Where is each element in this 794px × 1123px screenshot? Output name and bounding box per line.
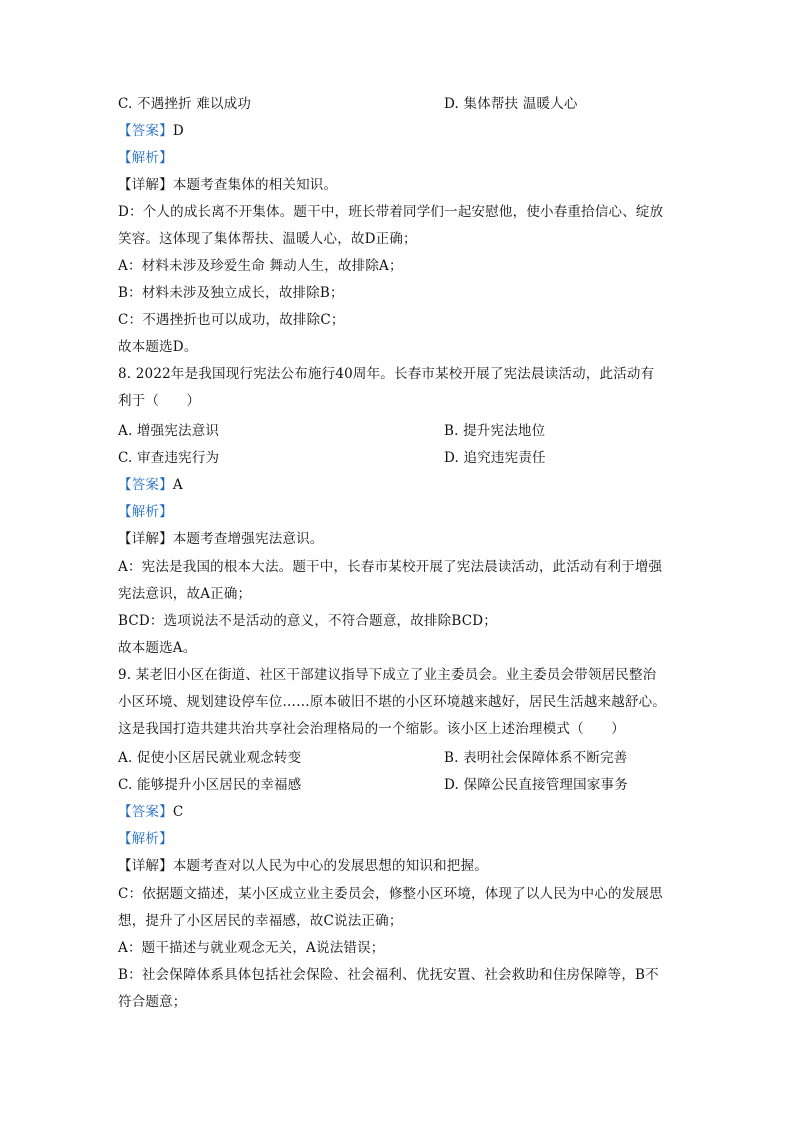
answer-value: A <box>172 477 183 493</box>
q9-option-b: B. 表明社会保障体系不断完善 <box>444 750 628 766</box>
q7-explanation-line: D：个人的成长离不开集体。题干中，班长带着同学们一起安慰他，使小春重拾信心、绽放 <box>118 204 664 220</box>
answer-tag: 【答案】 <box>118 123 173 139</box>
q7-option-d: D. 集体帮扶 温暖人心 <box>444 96 578 112</box>
q8-answer <box>118 474 678 496</box>
detail-text: 本题考查对以人民为中心的发展思想的知识和把握。 <box>172 858 488 874</box>
q8-stem-line: 8. 2022年是我国现行宪法公布施行40周年。长春市某校开展了宪法晨读活动，此活动有 <box>118 366 655 382</box>
q8-explanation-line: 故本题选A。 <box>118 640 197 656</box>
detail-tag: 【详解】 <box>118 177 173 193</box>
q9-option-c: C. 能够提升小区居民的幸福感 <box>118 777 302 793</box>
q9-explanation-line: A：题干描述与就业观念无关，A说法错误； <box>118 940 385 956</box>
detail-tag: 【详解】 <box>118 531 173 547</box>
q9-explanation-line: C：依据题文描述，某小区成立业主委员会，修整小区环境，体现了以人民为中心的发展思 <box>118 886 663 902</box>
q7-answer <box>118 120 678 142</box>
q7-analysis-tag <box>118 147 678 169</box>
detail-text: 本题考查增强宪法意识。 <box>172 531 324 547</box>
answer-value: C <box>172 804 184 820</box>
q9-explanation-line: 想，提升了小区居民的幸福感，故C说法正确； <box>118 913 403 929</box>
q7-explanation-line: A：材料未涉及珍爱生命 舞动人生，故排除A； <box>118 258 403 274</box>
q9-option-d: D. 保障公民直接管理国家事务 <box>444 777 628 793</box>
answer-tag: 【答案】 <box>118 804 173 820</box>
q9-stem-line: 9. 某老旧小区在街道、社区干部建议指导下成立了业主委员会。业主委员会带领居民整治 <box>118 667 657 683</box>
q7-option-c: C. 不遇挫折 难以成功 <box>118 96 252 112</box>
q8-explanation-line: 宪法意识，故A正确； <box>118 586 252 602</box>
q9-stem-line: 这是我国打造共建共治共享社会治理格局的一个缩影。该小区上述治理模式（ ） <box>118 721 625 737</box>
q9-answer <box>118 801 678 823</box>
q9-explanation-line: B：社会保障体系具体包括社会保险、社会福利、优抚安置、社会救助和住房保障等，B不 <box>118 967 659 983</box>
q8-analysis-tag <box>118 501 678 523</box>
analysis-tag: 【解析】 <box>118 504 173 520</box>
q8-option-a: A. 增强宪法意识 <box>118 423 220 439</box>
q9-stem-line: 小区环境、规划建设停车位……原本破旧不堪的小区环境越来越好，居民生活越来越舒心。 <box>118 694 666 710</box>
q9-analysis-tag <box>118 828 678 850</box>
q8-option-c: C. 审查违宪行为 <box>118 450 220 466</box>
q7-explanation-line: 笑容。这体现了集体帮扶、温暖人心，故D正确； <box>118 231 417 247</box>
answer-tag: 【答案】 <box>118 477 173 493</box>
q8-explanation-line: A：宪法是我国的根本大法。题干中，长春市某校开展了宪法晨读活动，此活动有利于增强 <box>118 559 663 575</box>
q9-detail <box>118 855 678 877</box>
analysis-tag: 【解析】 <box>118 150 173 166</box>
q8-option-b: B. 提升宪法地位 <box>444 423 546 439</box>
q8-detail <box>118 528 678 550</box>
q8-explanation-line: BCD：选项说法不是活动的意义，不符合题意，故排除BCD； <box>118 613 497 629</box>
q8-option-d: D. 追究违宪责任 <box>444 450 546 466</box>
q9-explanation-line: 符合题意； <box>118 994 187 1010</box>
q7-detail <box>118 174 678 196</box>
q7-explanation-line: B：材料未涉及独立成长，故排除B； <box>118 285 344 301</box>
detail-tag: 【详解】 <box>118 858 173 874</box>
answer-value: D <box>172 123 184 139</box>
q7-explanation-line: C：不遇挫折也可以成功，故排除C； <box>118 312 345 328</box>
q8-stem-line: 利于（ ） <box>118 393 201 409</box>
q9-option-a: A. 促使小区居民就业观念转变 <box>118 750 302 766</box>
detail-text: 本题考查集体的相关知识。 <box>172 177 338 193</box>
analysis-tag: 【解析】 <box>118 831 173 847</box>
q7-explanation-line: 故本题选D。 <box>118 339 198 355</box>
